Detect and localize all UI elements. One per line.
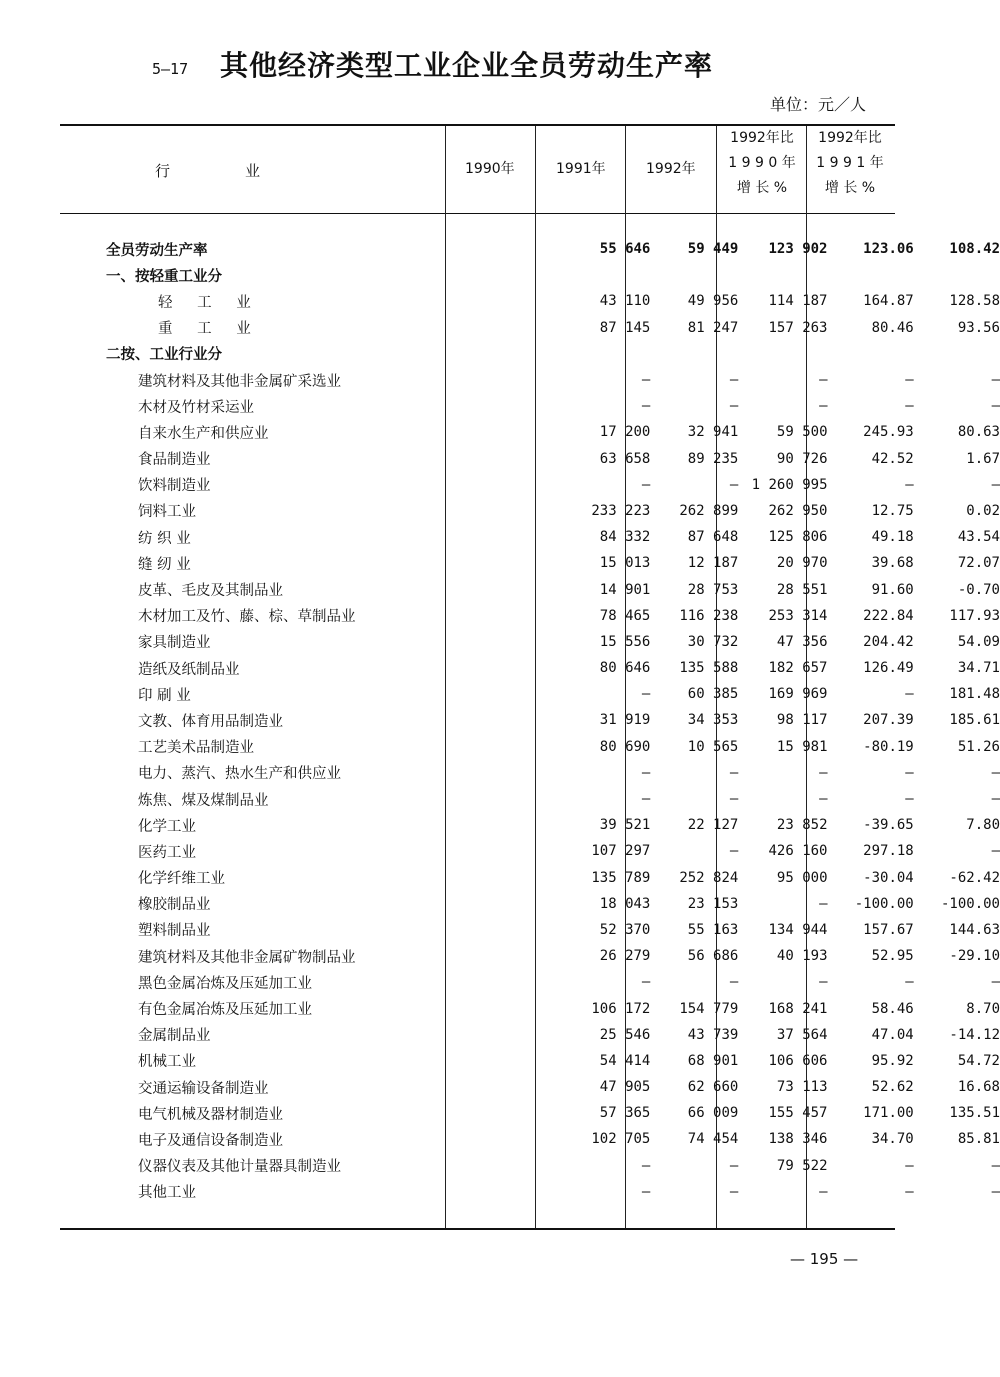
cell-p1990 xyxy=(828,262,914,288)
header-vs1991-line3: 增 长 % xyxy=(824,180,876,196)
cell-p1990: 12.75 xyxy=(871,502,914,519)
row-label: 化学纤维工业 xyxy=(138,871,225,888)
cell-p1991: 72.07 xyxy=(957,555,1000,572)
cell-v1990: 84 332 xyxy=(599,529,651,546)
cell-p1991: 80.63 xyxy=(957,424,1000,441)
cell-p1990: 95.92 xyxy=(871,1052,914,1069)
cell-v1990: — xyxy=(641,686,651,703)
row-label: 工艺美术品制造业 xyxy=(138,740,254,757)
cell-v1991: 59 449 xyxy=(687,241,739,258)
cell-p1991: — xyxy=(991,974,1000,991)
cell-v1992: 157 263 xyxy=(768,319,828,336)
cell-v1990: 43 110 xyxy=(599,293,651,310)
cell-v1992: 138 346 xyxy=(768,1131,828,1148)
table-row xyxy=(0,236,1000,262)
cell-p1990: — xyxy=(905,476,914,493)
cell-v1992: 20 970 xyxy=(776,555,828,572)
table-row xyxy=(0,288,1000,314)
row-label: 黑色金属冶炼及压延加工业 xyxy=(138,975,312,992)
header-vs1990-line1: 1992年比 xyxy=(730,130,794,146)
cell-p1990: 52.62 xyxy=(871,1079,914,1096)
cell-p1991: 16.68 xyxy=(957,1079,1000,1096)
cell-v1992: 114 187 xyxy=(768,293,828,310)
cell-v1991: 28 753 xyxy=(687,581,739,598)
row-label: 二按、工业行业分 xyxy=(106,347,222,364)
cell-p1991: 34.71 xyxy=(957,660,1000,677)
cell-v1992: 123 902 xyxy=(768,241,828,258)
header-vs1990-line3: 增 长 % xyxy=(736,180,788,196)
cell-p1991: — xyxy=(991,372,1000,389)
row-label: 全员劳动生产率 xyxy=(106,242,208,259)
cell-v1990: 107 297 xyxy=(591,843,651,860)
cell-p1991: 54.72 xyxy=(957,1052,1000,1069)
cell-v1991: 154 779 xyxy=(679,1000,739,1017)
table-row xyxy=(0,681,1000,707)
table-row xyxy=(0,446,1000,472)
row-label: 饲料工业 xyxy=(138,504,196,521)
cell-v1991: 22 127 xyxy=(687,817,739,834)
table-row xyxy=(0,524,1000,550)
row-label: 缝 纫 业 xyxy=(138,556,191,573)
cell-p1990: 39.68 xyxy=(871,555,914,572)
table-row xyxy=(0,760,1000,786)
header-industry: 行 业 xyxy=(155,162,261,180)
cell-p1990: -80.19 xyxy=(863,738,914,755)
page-number: — 195 — xyxy=(790,1250,859,1268)
cell-v1991: 30 732 xyxy=(687,633,739,650)
table-row xyxy=(0,393,1000,419)
cell-v1992: 155 457 xyxy=(768,1105,828,1122)
cell-v1992: 95 000 xyxy=(776,869,828,886)
cell-p1990: 171.00 xyxy=(863,1105,914,1122)
table-row xyxy=(0,995,1000,1021)
cell-p1991: 51.26 xyxy=(957,738,1000,755)
cell-p1990: -39.65 xyxy=(863,817,914,834)
row-label: 文教、体育用品制造业 xyxy=(138,713,283,730)
cell-v1991: — xyxy=(729,398,739,415)
cell-p1990: — xyxy=(905,1157,914,1174)
table-row xyxy=(0,1100,1000,1126)
cell-p1990: 52.95 xyxy=(871,948,914,965)
table-row xyxy=(0,629,1000,655)
cell-v1992: 182 657 xyxy=(768,660,828,677)
header-rule xyxy=(60,213,895,214)
table-row xyxy=(0,917,1000,943)
cell-v1990: 18 043 xyxy=(599,895,651,912)
cell-v1992: 40 193 xyxy=(776,948,828,965)
cell-p1990: 58.46 xyxy=(871,1000,914,1017)
cell-v1990: 14 901 xyxy=(599,581,651,598)
table-row xyxy=(0,472,1000,498)
cell-p1990: 126.49 xyxy=(863,660,914,677)
cell-v1992: — xyxy=(819,895,828,912)
cell-v1990: — xyxy=(641,372,651,389)
cell-v1991: 49 956 xyxy=(687,293,739,310)
row-label: 自来水生产和供应业 xyxy=(138,425,269,442)
cell-v1992: — xyxy=(819,1183,828,1200)
cell-p1991: -100.00 xyxy=(940,895,1000,912)
bottom-rule xyxy=(60,1228,895,1230)
row-label: 塑料制品业 xyxy=(138,923,211,940)
cell-v1990: 78 465 xyxy=(599,607,651,624)
cell-p1990: -30.04 xyxy=(863,869,914,886)
row-label: 木材及竹材采运业 xyxy=(138,399,254,416)
cell-v1992: 79 522 xyxy=(776,1157,828,1174)
cell-v1991: 66 009 xyxy=(687,1105,739,1122)
row-label: 皮革、毛皮及其制品业 xyxy=(138,583,283,600)
cell-p1990: 49.18 xyxy=(871,529,914,546)
cell-v1992: 262 950 xyxy=(768,502,828,519)
cell-v1990: 106 172 xyxy=(591,1000,651,1017)
table-row xyxy=(0,969,1000,995)
row-label: 仪器仪表及其他计量器具制造业 xyxy=(138,1159,341,1176)
cell-v1990: — xyxy=(641,1157,651,1174)
cell-v1992: 253 314 xyxy=(768,607,828,624)
unit-label: 单位：元／人 xyxy=(770,95,867,114)
cell-v1990: 26 279 xyxy=(599,948,651,965)
cell-p1990: — xyxy=(905,791,914,808)
cell-v1990: 135 789 xyxy=(591,869,651,886)
cell-v1990: 15 013 xyxy=(599,555,651,572)
data-table xyxy=(0,236,1000,1205)
cell-v1991: 23 153 xyxy=(687,895,739,912)
header-vs1990-line2: 1 9 9 0 年 xyxy=(728,155,796,171)
cell-v1991: 60 385 xyxy=(687,686,739,703)
header-vs1990 xyxy=(722,126,802,201)
cell-p1990: 207.39 xyxy=(863,712,914,729)
cell-v1990: — xyxy=(641,1183,651,1200)
cell-v1990: 17 200 xyxy=(599,424,651,441)
cell-v1991: 116 238 xyxy=(679,607,739,624)
cell-v1992: 15 981 xyxy=(776,738,828,755)
cell-v1991: — xyxy=(729,791,739,808)
cell-p1990: -100.00 xyxy=(854,895,914,912)
cell-v1991: 62 660 xyxy=(687,1079,739,1096)
cell-p1991: 8.70 xyxy=(966,1000,1000,1017)
row-label: 木材加工及竹、藤、棕、草制品业 xyxy=(138,609,356,626)
header-vs1991-line1: 1992年比 xyxy=(818,130,882,146)
cell-v1992: 59 500 xyxy=(776,424,828,441)
table-row xyxy=(0,419,1000,445)
cell-p1991: -0.70 xyxy=(957,581,1000,598)
cell-v1992 xyxy=(738,262,827,288)
cell-p1991: 7.80 xyxy=(966,817,1000,834)
cell-v1991: — xyxy=(729,843,739,860)
cell-p1990: 222.84 xyxy=(863,607,914,624)
cell-v1990: 52 370 xyxy=(599,921,651,938)
cell-v1990 xyxy=(569,262,651,288)
row-label: 机械工业 xyxy=(138,1054,196,1071)
cell-v1990: 102 705 xyxy=(591,1131,651,1148)
cell-p1991: — xyxy=(991,476,1000,493)
table-number: 5—17 xyxy=(152,60,189,78)
cell-v1992: — xyxy=(819,398,828,415)
table-row xyxy=(0,655,1000,681)
cell-p1990: — xyxy=(905,974,914,991)
cell-p1991 xyxy=(914,262,1000,288)
row-label: 交通运输设备制造业 xyxy=(138,1080,269,1097)
cell-v1991: 74 454 xyxy=(687,1131,739,1148)
cell-p1991: -62.42 xyxy=(949,869,1000,886)
cell-p1991: 0.02 xyxy=(966,502,1000,519)
cell-p1991: -29.10 xyxy=(949,948,1000,965)
table-row xyxy=(0,838,1000,864)
cell-v1990: 57 365 xyxy=(599,1105,651,1122)
cell-p1990: — xyxy=(905,398,914,415)
cell-v1992: 37 564 xyxy=(776,1026,828,1043)
row-label: 金属制品业 xyxy=(138,1028,211,1045)
cell-p1991: 135.51 xyxy=(949,1105,1000,1122)
cell-v1990: — xyxy=(641,791,651,808)
cell-v1991: 34 353 xyxy=(687,712,739,729)
cell-p1991: — xyxy=(991,764,1000,781)
cell-v1990: 25 546 xyxy=(599,1026,651,1043)
cell-p1990: 80.46 xyxy=(871,319,914,336)
cell-v1991: 262 899 xyxy=(679,502,739,519)
cell-v1991: — xyxy=(729,476,739,493)
cell-v1992: 73 113 xyxy=(776,1079,828,1096)
table-row xyxy=(0,734,1000,760)
row-label: 食品制造业 xyxy=(138,452,211,469)
cell-p1991: — xyxy=(991,1157,1000,1174)
cell-v1991 xyxy=(650,262,738,288)
cell-v1990: — xyxy=(641,476,651,493)
cell-p1990: — xyxy=(905,764,914,781)
row-label: 炼焦、煤及煤制品业 xyxy=(138,792,269,809)
cell-v1991: 135 588 xyxy=(679,660,739,677)
cell-v1990: 31 919 xyxy=(599,712,651,729)
table-row xyxy=(0,707,1000,733)
row-label: 其他工业 xyxy=(138,1185,196,1202)
cell-v1991: 89 235 xyxy=(687,450,739,467)
cell-v1990: 47 905 xyxy=(599,1079,651,1096)
cell-v1990: 55 646 xyxy=(599,241,651,258)
cell-v1991: 87 648 xyxy=(687,529,739,546)
cell-p1990: 245.93 xyxy=(863,424,914,441)
cell-v1992: 1 260 995 xyxy=(751,476,828,493)
cell-p1991: — xyxy=(991,398,1000,415)
cell-p1990: 164.87 xyxy=(863,293,914,310)
cell-v1992: 125 806 xyxy=(768,529,828,546)
cell-v1992: — xyxy=(819,372,828,389)
table-row xyxy=(0,865,1000,891)
table-row xyxy=(0,550,1000,576)
table-row xyxy=(0,1126,1000,1152)
cell-v1992: 169 969 xyxy=(768,686,828,703)
cell-p1991: 144.63 xyxy=(949,921,1000,938)
cell-p1990: — xyxy=(905,686,914,703)
cell-p1990: 157.67 xyxy=(863,921,914,938)
cell-v1991: — xyxy=(729,1157,739,1174)
cell-p1991: 108.42 xyxy=(949,241,1000,258)
cell-v1991: 55 163 xyxy=(687,921,739,938)
cell-v1990: 80 690 xyxy=(599,738,651,755)
table-row xyxy=(0,812,1000,838)
cell-v1990: 80 646 xyxy=(599,660,651,677)
row-label: 一、按轻重工业分 xyxy=(106,268,222,285)
cell-p1990: 91.60 xyxy=(871,581,914,598)
cell-p1990: 34.70 xyxy=(871,1131,914,1148)
cell-v1991: 12 187 xyxy=(687,555,739,572)
table-row xyxy=(0,1153,1000,1179)
row-label: 建筑材料及其他非金属矿物制品业 xyxy=(138,949,356,966)
header-1992: 1992年 xyxy=(646,161,696,177)
cell-v1992: 47 356 xyxy=(776,633,828,650)
table-row xyxy=(0,943,1000,969)
cell-v1992: 28 551 xyxy=(776,581,828,598)
cell-p1991: -14.12 xyxy=(949,1026,1000,1043)
cell-p1990: — xyxy=(905,372,914,389)
cell-v1991: 10 565 xyxy=(687,738,739,755)
cell-p1991: 43.54 xyxy=(957,529,1000,546)
row-label: 化学工业 xyxy=(138,818,196,835)
table-row xyxy=(0,262,1000,288)
cell-p1990: 204.42 xyxy=(863,633,914,650)
cell-v1991 xyxy=(650,341,738,367)
header-vs1991-line2: 1 9 9 1 年 xyxy=(816,155,884,171)
row-label: 医药工业 xyxy=(138,844,196,861)
row-label: 印 刷 业 xyxy=(138,687,191,704)
row-label: 电气机械及器材制造业 xyxy=(138,1106,283,1123)
header-1991: 1991年 xyxy=(556,161,606,177)
cell-p1991: — xyxy=(991,843,1000,860)
row-label: 重 工 业 xyxy=(158,321,261,338)
cell-v1992: 98 117 xyxy=(776,712,828,729)
table-row xyxy=(0,786,1000,812)
cell-p1991: 93.56 xyxy=(957,319,1000,336)
cell-p1991: 1.67 xyxy=(966,450,1000,467)
table-row xyxy=(0,1074,1000,1100)
cell-p1990: 123.06 xyxy=(863,241,914,258)
cell-v1990: — xyxy=(641,764,651,781)
cell-p1991: 181.48 xyxy=(949,686,1000,703)
cell-v1991: 56 686 xyxy=(687,948,739,965)
cell-v1990: 54 414 xyxy=(599,1052,651,1069)
row-label: 造纸及纸制品业 xyxy=(138,661,240,678)
row-label: 轻 工 业 xyxy=(158,294,261,311)
table-row xyxy=(0,891,1000,917)
table-row xyxy=(0,315,1000,341)
cell-v1992: — xyxy=(819,974,828,991)
cell-v1991: 43 739 xyxy=(687,1026,739,1043)
cell-v1991: — xyxy=(729,372,739,389)
cell-v1990: 87 145 xyxy=(599,319,651,336)
table-row xyxy=(0,367,1000,393)
cell-v1991: 68 901 xyxy=(687,1052,739,1069)
cell-v1990: — xyxy=(641,398,651,415)
cell-p1990: — xyxy=(905,1183,914,1200)
cell-v1992: 426 160 xyxy=(768,843,828,860)
header-vs1991 xyxy=(810,126,890,201)
cell-p1991: 117.93 xyxy=(949,607,1000,624)
cell-v1991: 81 247 xyxy=(687,319,739,336)
cell-v1992: 168 241 xyxy=(768,1000,828,1017)
cell-v1990 xyxy=(569,341,651,367)
cell-v1990: — xyxy=(641,974,651,991)
row-label: 电子及通信设备制造业 xyxy=(138,1132,283,1149)
cell-v1992: — xyxy=(819,764,828,781)
cell-v1991: — xyxy=(729,974,739,991)
cell-p1991: 54.09 xyxy=(957,633,1000,650)
table-row xyxy=(0,341,1000,367)
cell-v1992: 23 852 xyxy=(776,817,828,834)
cell-v1990: 39 521 xyxy=(599,817,651,834)
cell-v1990: 63 658 xyxy=(599,450,651,467)
cell-p1990: 47.04 xyxy=(871,1026,914,1043)
table-row xyxy=(0,498,1000,524)
cell-v1992: — xyxy=(819,791,828,808)
cell-v1990: 15 556 xyxy=(599,633,651,650)
cell-v1990: 233 223 xyxy=(591,502,651,519)
cell-p1991 xyxy=(914,341,1000,367)
cell-p1990 xyxy=(828,341,914,367)
table-row xyxy=(0,603,1000,629)
page-title: 其他经济类型工业企业全员劳动生产率 xyxy=(220,49,714,82)
cell-v1991: 32 941 xyxy=(687,424,739,441)
header-1990: 1990年 xyxy=(465,161,515,177)
table-row xyxy=(0,1179,1000,1205)
row-label: 建筑材料及其他非金属矿采选业 xyxy=(138,373,341,390)
table-row xyxy=(0,576,1000,602)
row-label: 橡胶制品业 xyxy=(138,897,211,914)
row-label: 电力、蒸汽、热水生产和供应业 xyxy=(138,766,341,783)
cell-p1991: 128.58 xyxy=(949,293,1000,310)
cell-p1990: 297.18 xyxy=(863,843,914,860)
cell-v1992 xyxy=(738,341,827,367)
cell-v1992: 106 606 xyxy=(768,1052,828,1069)
table-row xyxy=(0,1048,1000,1074)
row-label: 有色金属冶炼及压延加工业 xyxy=(138,1002,312,1019)
cell-v1991: 252 824 xyxy=(679,869,739,886)
cell-p1991: 85.81 xyxy=(957,1131,1000,1148)
cell-p1990: 42.52 xyxy=(871,450,914,467)
cell-v1992: 134 944 xyxy=(768,921,828,938)
cell-v1992: 90 726 xyxy=(776,450,828,467)
cell-p1991: 185.61 xyxy=(949,712,1000,729)
cell-v1991: — xyxy=(729,764,739,781)
row-label: 纺 织 业 xyxy=(138,530,191,547)
row-label: 家具制造业 xyxy=(138,635,211,652)
cell-p1991: — xyxy=(991,1183,1000,1200)
cell-v1991: — xyxy=(729,1183,739,1200)
row-label: 饮料制造业 xyxy=(138,478,211,495)
cell-p1991: — xyxy=(991,791,1000,808)
table-row xyxy=(0,1022,1000,1048)
